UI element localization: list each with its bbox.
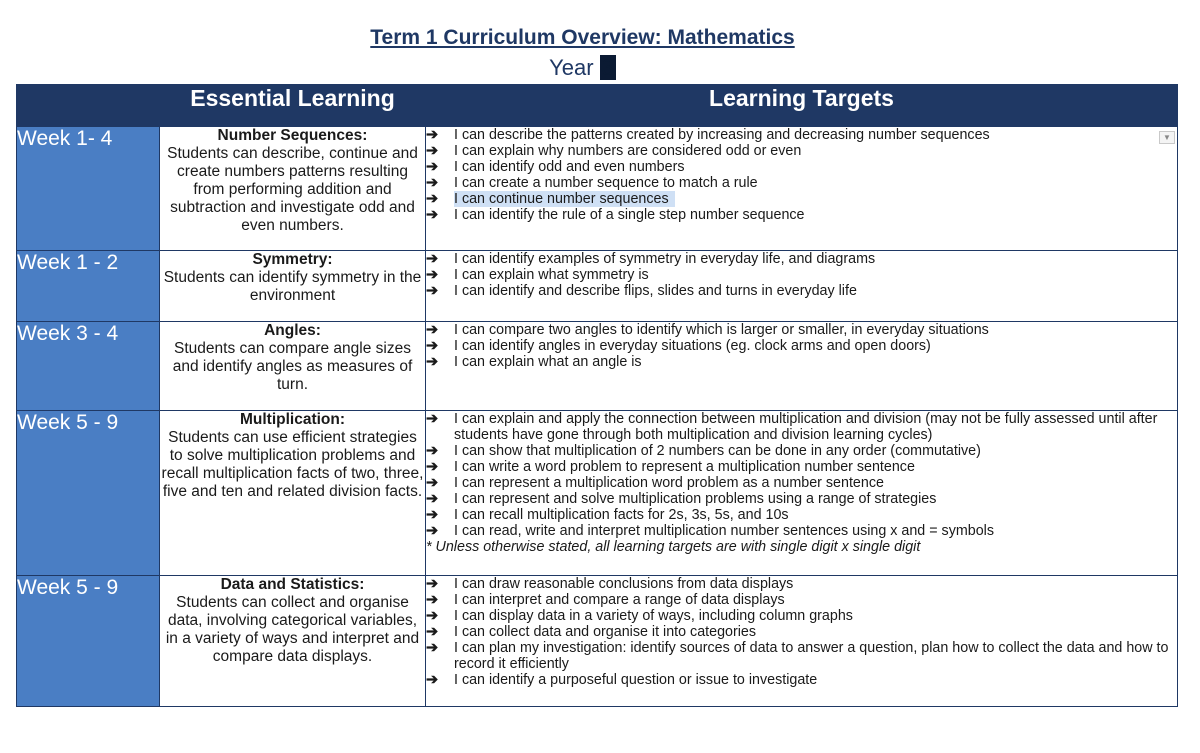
arrow-icon: ➔: [426, 640, 438, 656]
arrow-icon: ➔: [426, 411, 438, 427]
table-row: [17, 411, 1178, 576]
arrow-icon: ➔: [426, 475, 438, 491]
target-item: ➔ I can create a number sequence to match a rule: [426, 175, 758, 191]
arrow-icon: ➔: [426, 576, 438, 592]
week-cell: Week 1 - 2: [17, 251, 160, 322]
target-item: ➔ I can identify the rule of a single step number sequence: [426, 207, 805, 223]
year-value-selected[interactable]: 3: [601, 55, 614, 80]
arrow-icon: ➔: [426, 443, 438, 459]
note-text: * Unless otherwise stated, all learning targets are with single digit x single digit: [426, 539, 921, 555]
target-item: ➔ I can display data in a variety of ways, including column graphs: [426, 608, 853, 624]
target-item: ➔ I can interpret and compare a range of data displays: [426, 592, 785, 608]
learning-targets-header: Learning Targets: [426, 85, 1178, 127]
table-row: [17, 127, 1178, 251]
target-note: [426, 539, 1177, 555]
topic-description: Students can compare angle sizes and identify angles as measures of turn.: [172, 340, 413, 393]
target-list: [426, 411, 1177, 555]
dropdown-arrow-icon[interactable]: ▼: [1159, 131, 1175, 144]
target-item: ➔ I can read, write and interpret multiplication number sentences using x and = symbols: [426, 523, 994, 539]
arrow-icon: ➔: [426, 338, 438, 354]
target-item: ➔ I can describe the patterns created by increasing and decreasing number sequences: [426, 127, 990, 143]
arrow-icon: ➔: [426, 459, 438, 475]
target-list: [426, 576, 1177, 688]
essential-learning-cell: [160, 576, 426, 707]
topic-description: Students can describe, continue and create numbers patterns resulting from performing addition and subtraction and investigate odd and even numbers.: [167, 145, 418, 234]
topic-title: Number Sequences:: [217, 127, 368, 144]
target-item: ➔ I can explain why numbers are considered odd or even: [426, 143, 802, 159]
learning-targets-cell[interactable]: [426, 576, 1178, 707]
arrow-icon: ➔: [426, 283, 438, 299]
arrow-icon: ➔: [426, 191, 438, 207]
target-item: ➔ I can explain what symmetry is: [426, 267, 649, 283]
table-row: [17, 576, 1178, 707]
arrow-icon: ➔: [426, 251, 438, 267]
arrow-icon: ➔: [426, 354, 438, 370]
learning-targets-cell[interactable]: [426, 127, 1178, 251]
arrow-icon: ➔: [426, 207, 438, 223]
essential-learning-header: Essential Learning: [160, 85, 426, 127]
curriculum-table: [16, 84, 1178, 707]
target-item: ➔ I can identify a purposeful question or issue to investigate: [426, 672, 818, 688]
target-item: ➔ I can recall multiplication facts for 2s, 3s, 5s, and 10s: [426, 507, 789, 523]
topic-description: Students can collect and organise data, involving categorical variables, in a variety of ways and interpret and compare data displays.: [165, 594, 420, 665]
arrow-icon: ➔: [426, 608, 438, 624]
target-item: ➔ I can explain what an angle is: [426, 354, 642, 370]
week-header: [17, 85, 160, 127]
topic-title: Angles:: [264, 322, 321, 339]
arrow-icon: ➔: [426, 491, 438, 507]
year-label: Year: [549, 55, 594, 80]
arrow-icon: ➔: [426, 175, 438, 191]
arrow-icon: ➔: [426, 624, 438, 640]
text-cursor-selection[interactable]: I can continue number sequences: [454, 191, 675, 207]
arrow-icon: ➔: [426, 507, 438, 523]
week-cell: Week 3 - 4: [17, 322, 160, 411]
arrow-icon: ➔: [426, 592, 438, 608]
learning-targets-cell[interactable]: [426, 251, 1178, 322]
table-row: [17, 322, 1178, 411]
week-cell: Week 5 - 9: [17, 576, 160, 707]
arrow-icon: ➔: [426, 322, 438, 338]
arrow-icon: ➔: [426, 523, 438, 539]
target-item: ➔ I can collect data and organise it into categories: [426, 624, 757, 640]
target-item: ➔ I can represent a multiplication word problem as a number sentence: [426, 475, 884, 491]
table-header-row: [17, 85, 1178, 127]
year-subtitle: [0, 55, 1165, 81]
learning-targets-cell[interactable]: [426, 322, 1178, 411]
learning-targets-cell[interactable]: [426, 411, 1178, 576]
target-item: ➔ I can identify odd and even numbers: [426, 159, 685, 175]
target-list: [426, 251, 1177, 299]
target-item: ➔ I can draw reasonable conclusions from data displays: [426, 576, 794, 592]
target-item: ➔ I can write a word problem to represent a multiplication number sentence: [426, 459, 915, 475]
arrow-icon: ➔: [426, 159, 438, 175]
essential-learning-cell: [160, 322, 426, 411]
topic-description: Students can identify symmetry in the environment: [163, 269, 422, 304]
target-item: ➔ I can identify angles in everyday situations (eg. clock arms and open doors): [426, 338, 931, 354]
essential-learning-cell: [160, 251, 426, 322]
target-item: ➔ I can identify and describe flips, slides and turns in everyday life: [426, 283, 857, 299]
target-item: ➔ I can represent and solve multiplication problems using a range of strategies: [426, 491, 937, 507]
topic-title: Multiplication:: [239, 411, 346, 428]
arrow-icon: ➔: [426, 672, 438, 688]
topic-title: Data and Statistics:: [220, 576, 365, 593]
target-list: [426, 322, 1177, 370]
topic-description: Students can use efficient strategies to solve multiplication problems and recall multiplication facts of two, three, five and ten and related division facts.: [161, 429, 424, 500]
target-list: [426, 127, 1177, 223]
arrow-icon: ➔: [426, 143, 438, 159]
essential-learning-cell: [160, 127, 426, 251]
target-item: ➔ I can plan my investigation: identify sources of data to answer a question, plan how to collect the data and how to record it efficiently: [426, 640, 1169, 672]
target-item: ➔ I can explain and apply the connection between multiplication and division (may not be fully assessed until after students have gone through both multiplication and division learning cycles): [426, 411, 1158, 443]
target-item: ➔ I can identify examples of symmetry in everyday life, and diagrams: [426, 251, 876, 267]
arrow-icon: ➔: [426, 267, 438, 283]
target-item: [426, 191, 1177, 207]
arrow-icon: ➔: [426, 127, 438, 143]
essential-learning-cell: [160, 411, 426, 576]
target-item: ➔ I can show that multiplication of 2 numbers can be done in any order (commutative): [426, 443, 981, 459]
week-cell: Week 5 - 9: [17, 411, 160, 576]
table-row: [17, 251, 1178, 322]
page-title: Term 1 Curriculum Overview: Mathematics: [370, 26, 795, 49]
topic-title: Symmetry:: [252, 251, 333, 268]
week-cell: Week 1- 4: [17, 127, 160, 251]
target-item: ➔ I can compare two angles to identify which is larger or smaller, in everyday situations: [426, 322, 989, 338]
